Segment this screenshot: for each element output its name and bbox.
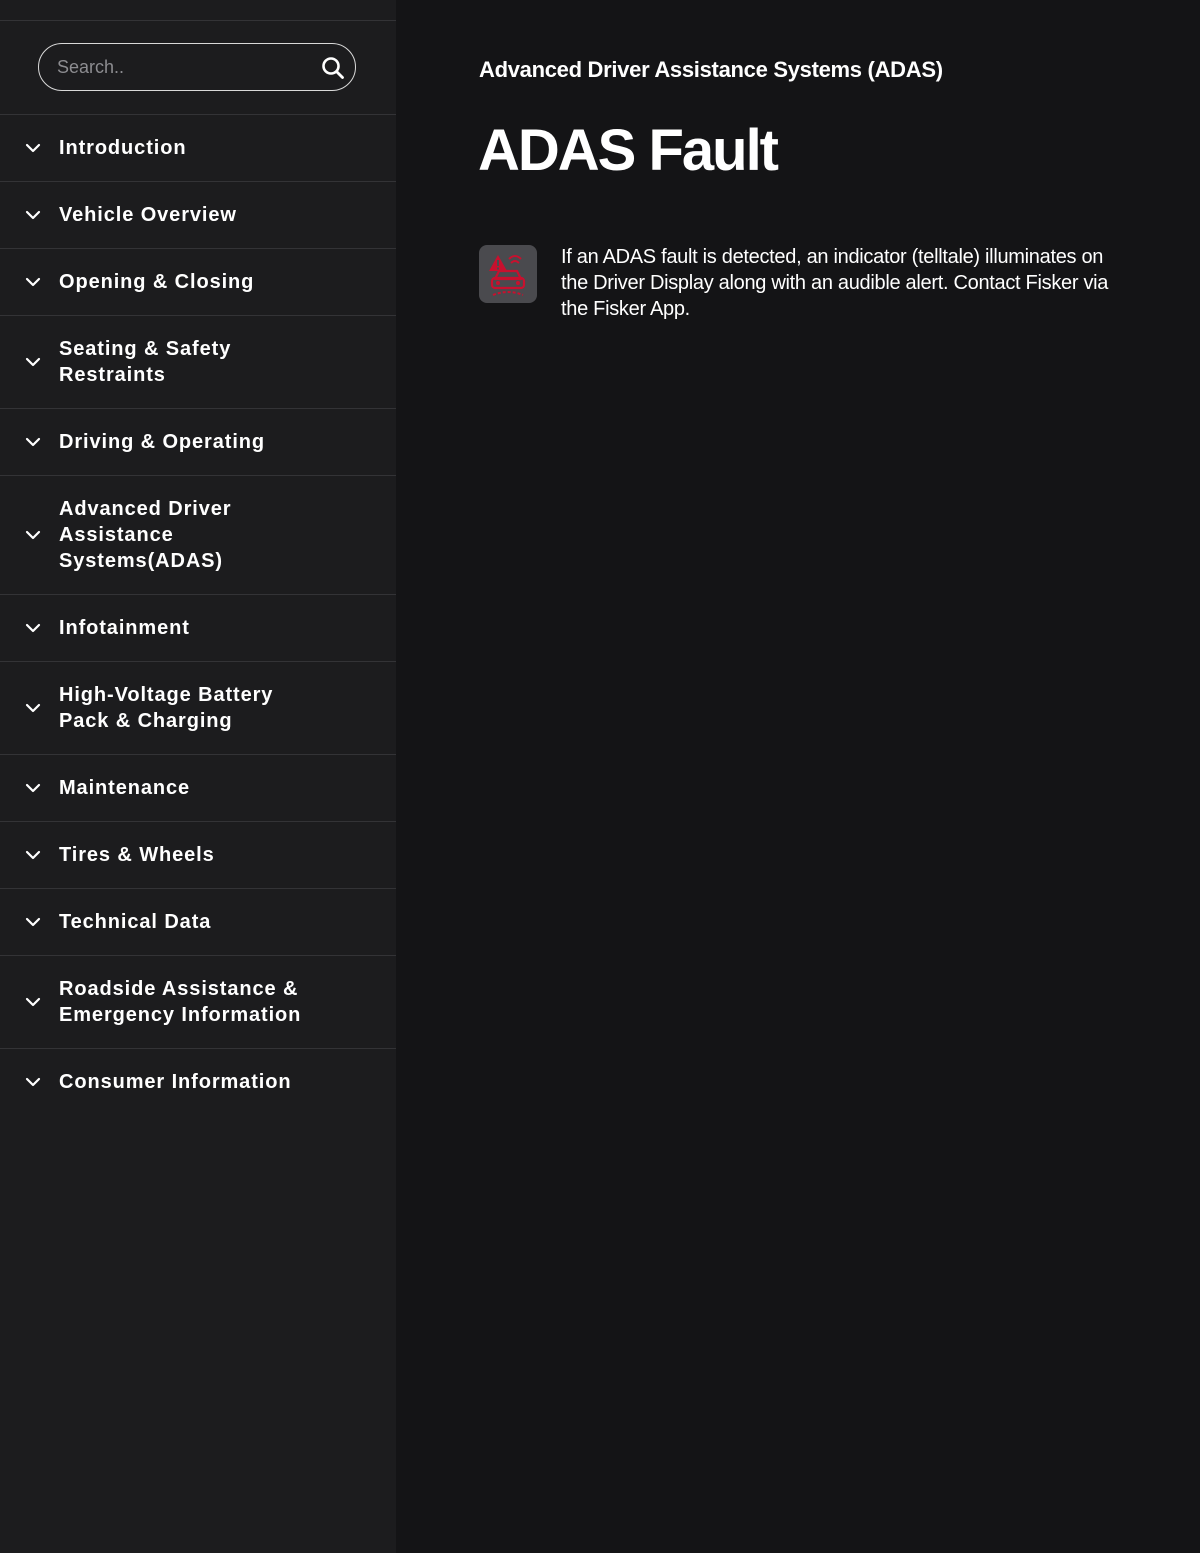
chevron-down-icon (25, 848, 41, 862)
sidebar-item-opening-closing[interactable] (0, 248, 396, 315)
page-title: ADAS Fault (478, 118, 777, 183)
sidebar-item-label: Tires & Wheels (59, 844, 215, 866)
chevron-down-icon (25, 275, 41, 289)
sidebar-item-battery-charging[interactable] (0, 661, 396, 754)
divider (0, 20, 396, 21)
sidebar-item-label: Driving & Operating (59, 431, 266, 453)
chevron-down-icon (25, 528, 41, 542)
sidebar-item-seating-safety[interactable] (0, 315, 396, 408)
sidebar-item-driving-operating[interactable] (0, 408, 396, 475)
chevron-down-icon (25, 915, 41, 929)
sidebar-item-infotainment[interactable] (0, 594, 396, 661)
sidebar-nav (0, 114, 396, 1115)
body-text: If an ADAS fault is detected, an indicator (telltale) illuminates on the Driver Display along with an audible alert. Contact Fisker via the Fisker App. (561, 246, 1109, 320)
sidebar-item-label: Infotainment (59, 617, 190, 639)
sidebar-item-label: Introduction (59, 137, 187, 159)
sidebar-item-label: High-Voltage Battery Pack & Charging (59, 684, 274, 732)
sidebar-item-roadside-assistance[interactable] (0, 955, 396, 1048)
sidebar-item-label: Advanced Driver Assistance Systems(ADAS) (59, 498, 232, 572)
sidebar-item-label: Vehicle Overview (59, 204, 237, 226)
chevron-down-icon (25, 621, 41, 635)
search-icon[interactable] (321, 56, 345, 80)
sidebar-item-label: Consumer Information (59, 1071, 292, 1093)
sidebar-item-label: Maintenance (59, 777, 191, 799)
chevron-down-icon (25, 995, 41, 1009)
chevron-down-icon (25, 1075, 41, 1089)
sidebar-item-vehicle-overview[interactable] (0, 181, 396, 248)
chevron-down-icon (25, 208, 41, 222)
adas-fault-telltale-icon (479, 245, 537, 303)
search-box[interactable] (38, 43, 356, 91)
sidebar-item-tires-wheels[interactable] (0, 821, 396, 888)
sidebar-item-introduction[interactable] (0, 114, 396, 181)
sidebar-item-label: Roadside Assistance & Emergency Information (59, 978, 302, 1026)
main-content (396, 0, 1200, 1553)
sidebar-item-technical-data[interactable] (0, 888, 396, 955)
sidebar-item-consumer-information[interactable] (0, 1048, 396, 1115)
sidebar-item-adas[interactable] (0, 475, 396, 594)
sidebar-item-maintenance[interactable] (0, 754, 396, 821)
chevron-down-icon (25, 781, 41, 795)
sidebar-item-label: Opening & Closing (59, 271, 255, 293)
sidebar-item-label: Technical Data (59, 911, 212, 933)
sidebar-item-label: Seating & Safety Restraints (59, 338, 232, 386)
chevron-down-icon (25, 435, 41, 449)
chevron-down-icon (25, 141, 41, 155)
chevron-down-icon (25, 355, 41, 369)
search-input[interactable] (57, 54, 297, 80)
chevron-down-icon (25, 701, 41, 715)
sidebar (0, 0, 396, 1553)
breadcrumb[interactable]: Advanced Driver Assistance Systems (ADAS) (479, 57, 943, 82)
